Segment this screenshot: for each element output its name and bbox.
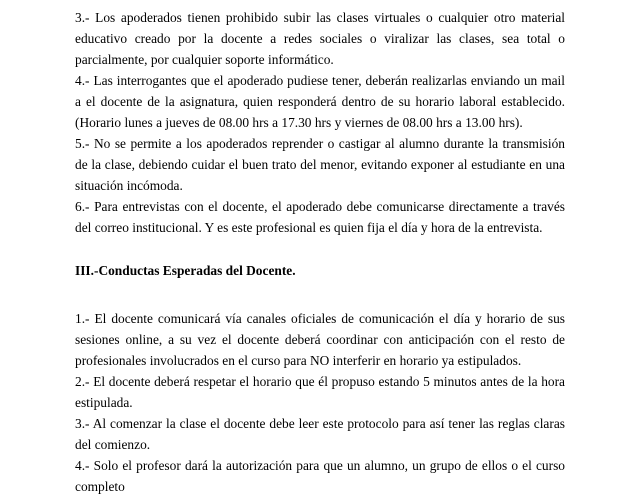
- paragraph-item-6-apoderados: 6.- Para entrevistas con el docente, el apoderado debe comunicarse directamente a través del correo institucional. Y es este profesional es quien fija el día y hora de la entrevista.: [75, 199, 565, 235]
- paragraph-item-4-docente: 4.- Solo el profesor dará la autorización para que un alumno, un grupo de ellos o el curso completo: [75, 458, 565, 494]
- section-heading: III.-Conductas Esperadas del Docente.: [75, 263, 296, 278]
- paragraph-item-3-docente: 3.- Al comenzar la clase el docente debe leer este protocolo para así tener las reglas claras del comienzo.: [75, 416, 565, 452]
- paragraph-item-1-docente: 1.- El docente comunicará vía canales oficiales de comunicación el día y horario de sus sesiones online, a su vez el docente deberá coordinar con anticipación con el resto de profesionales involucrados en el curso para NO interferir en horario ya estipulados.: [75, 311, 565, 368]
- paragraph-item-2-docente: 2.- El docente deberá respetar el horario que él propuso estando 5 minutos antes de la hora estipulada.: [75, 374, 565, 410]
- paragraph-item-3-apoderados: 3.- Los apoderados tienen prohibido subir las clases virtuales o cualquier otro material educativo creado por la docente a redes sociales o viralizar las clases, sea total o parcialmente, por cualquier soporte informático.: [75, 10, 565, 67]
- paragraph-item-4-apoderados: 4.- Las interrogantes que el apoderado pudiese tener, deberán realizarlas enviando un mail a el docente de la asignatura, quien responderá dentro de su horario laboral establecido. (Horario lunes a jueves de 08.00 hrs a 17.30 hrs y viernes de 08.00 hrs a 13.00 hrs).: [75, 73, 565, 130]
- paragraph-item-5-apoderados: 5.- No se permite a los apoderados reprender o castigar al alumno durante la transmisión de la clase, debiendo cuidar el buen trato del menor, evitando exponer al estudiante en una situación incómoda.: [75, 136, 565, 193]
